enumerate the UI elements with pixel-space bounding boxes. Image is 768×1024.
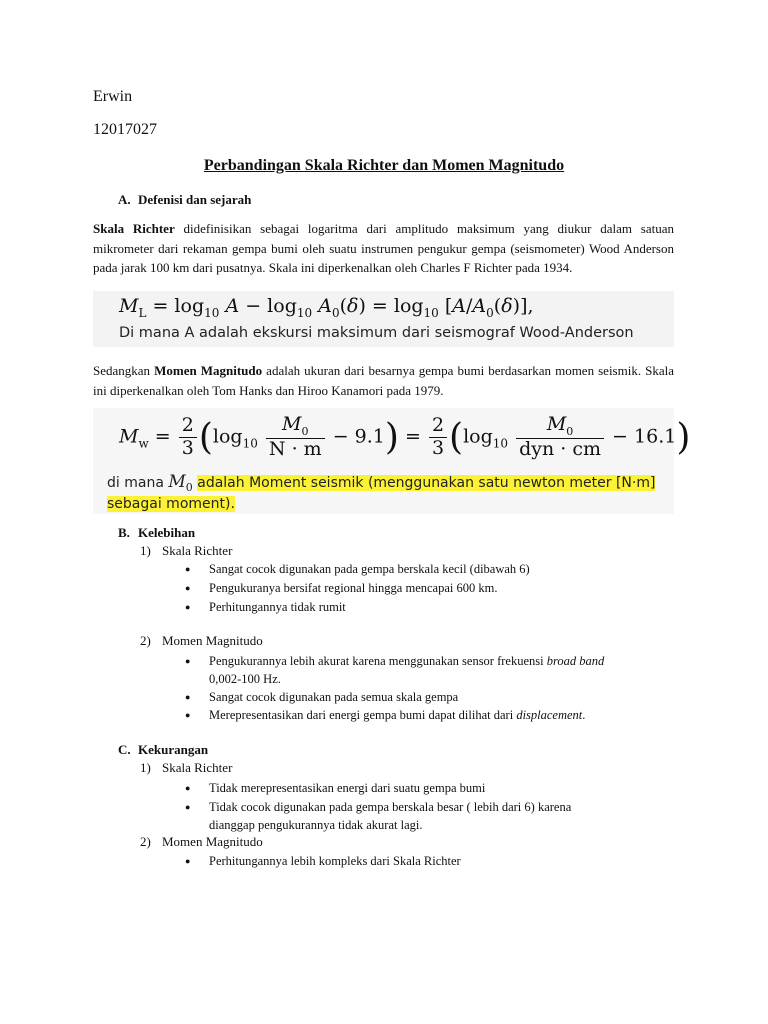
formula-richter-equation: $M_L = \log_{10} A - \log_{10} A_0(\delta) = \log_{10} [A/A_0(\delta)]$, — [119, 295, 534, 320]
formula-richter-caption: Di mana A adalah ekskursi maksimum dari seismograf Wood-Anderson — [119, 325, 634, 341]
list-item: ● Pengukuranya bersifat regional hingga mencapai 600 km. — [185, 581, 498, 595]
term-moment-magnitude: Momen Magnitudo — [154, 363, 263, 378]
kekurangan-item-richter: 1) Skala Richter — [140, 760, 233, 775]
section-b-title: Kelebihan — [138, 525, 196, 540]
paragraph-moment-text: adalah ukuran dari besarnya gempa bumi berdasarkan momen seismik. Skala ini diperkenalkan oleh Tom Hanks dan Hiroo Kanamori pada 1979. — [93, 363, 675, 398]
section-b-heading: B. Kelebihan — [118, 525, 196, 540]
list-item: ● Perhitungannya lebih kompleks dari Skala Richter — [185, 854, 461, 868]
highlighted-definition: adalah Moment seismik (menggunakan satu newton meter [N·m] — [197, 475, 656, 491]
student-id: 12017027 — [93, 121, 157, 138]
section-a-title: Defenisi dan sejarah — [138, 192, 252, 207]
list-item: ● Merepresentasikan dari energi gempa bumi dapat dilihat dari displacement. — [185, 708, 586, 722]
kelebihan-item-richter: 1) Skala Richter — [140, 543, 233, 558]
formula-richter — [93, 291, 674, 347]
formula-moment — [93, 408, 691, 514]
formula-moment-caption-line2: sebagai moment). — [107, 496, 235, 512]
kelebihan-item-moment: 2) Momen Magnitudo — [140, 633, 263, 648]
section-c-title: Kekurangan — [138, 742, 209, 757]
paragraph-richter-text: didefinisikan sebagai logaritma dari amplitudo maksimum yang diukur dalam satuan mikrometer dari rekaman gempa bumi oleh suatu instrumen pengukur gempa (seismometer) Wood Anderson pada jarak 100 km dari pusatnya. Skala ini diperkenalkan oleh Charles F Richter pada 1934. — [93, 221, 674, 275]
list-item: ● Sangat cocok digunakan pada semua skala gempa — [185, 690, 459, 704]
list-item: ● Pengukurannya lebih akurat karena menggunakan sensor frekuensi broad band 0,002-100 Hz. — [185, 654, 605, 686]
list-item: ● Sangat cocok digunakan pada gempa berskala kecil (dibawah 6) — [185, 562, 530, 576]
section-a-letter: A. — [118, 192, 131, 207]
author-name: Erwin — [93, 88, 133, 105]
document-title: Perbandingan Skala Richter dan Momen Magnitudo — [203, 157, 565, 174]
formula-moment-equation: $M_w$ = $\frac{2}{3}$ ($\log_{10}$ $\frac{M_0}{N \cdot m}$ − 9.1) = $\frac{2}{3}$ ($\log_{10}$ $\frac{M_0}{\text{dyn · cm}}$ − 16.1) — [119, 413, 691, 461]
section-c-heading: C. Kekurangan — [118, 742, 209, 757]
formula-moment-caption: di mana $M_0$ adalah Moment seismik (menggunakan satu newton meter [N·m] — [107, 472, 656, 494]
term-richter: Skala Richter — [93, 221, 175, 236]
paragraph-richter — [93, 219, 674, 278]
paragraph-moment: Sedangkan Momen Magnitudo adalah ukuran dari besarnya gempa bumi berdasarkan momen seismik. Skala ini diperkenalkan oleh Tom Hanks dan Hiroo Kanamori pada 1979. — [93, 363, 675, 398]
list-item: ● Perhitungannya tidak rumit — [185, 600, 346, 614]
kekurangan-item-moment: 2) Momen Magnitudo — [140, 834, 263, 849]
list-item: ● Tidak cocok digunakan pada gempa berskala besar ( lebih dari 6) karena dianggap pengukurannya tidak akurat lagi. — [185, 800, 572, 832]
list-item: ● Tidak merepresentasikan energi dari suatu gempa bumi — [185, 781, 486, 795]
section-a-heading — [118, 192, 251, 208]
